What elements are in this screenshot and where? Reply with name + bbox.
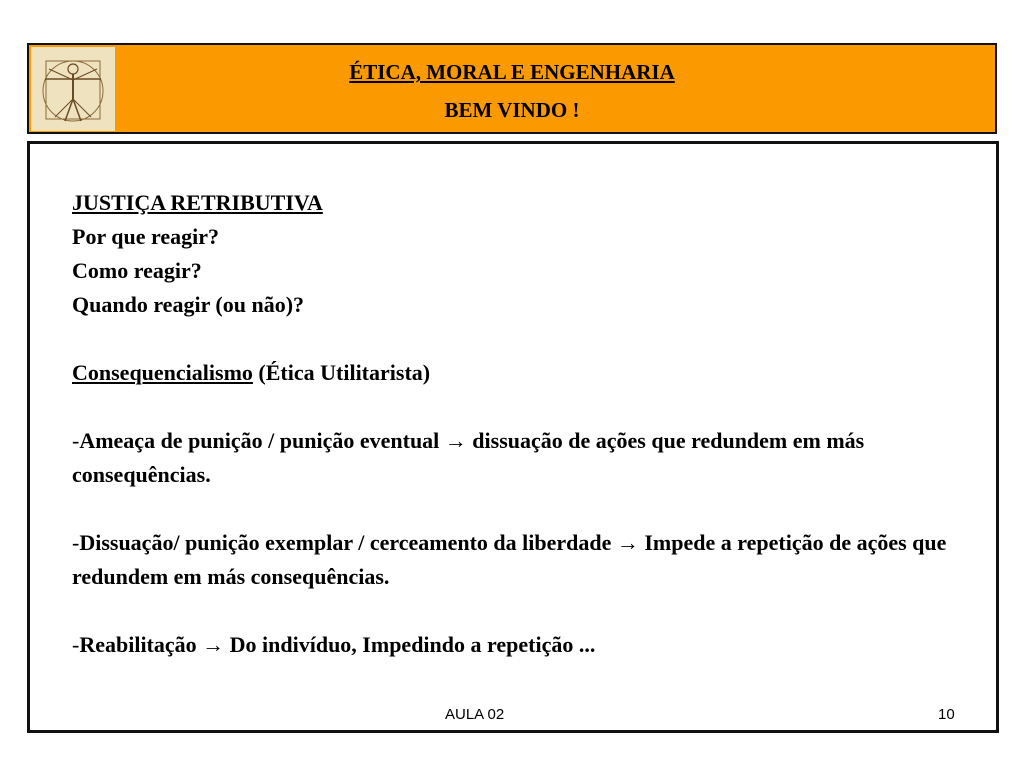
bullet-dash: - <box>72 632 80 657</box>
bullet-text: Reabilitação → Do indivíduo, Impedindo a repetição ... <box>79 632 596 657</box>
consequentialism-note: (Ética Utilitarista) <box>252 360 431 385</box>
bullet-dash: - <box>72 530 80 555</box>
bullet-3 <box>72 628 952 662</box>
question-3: Quando reagir (ou não)? <box>72 292 305 317</box>
bullet-2 <box>72 526 952 594</box>
content-panel <box>27 141 999 733</box>
consequentialism-line <box>72 356 952 390</box>
question-1: Por que reagir? <box>72 224 220 249</box>
section-heading: JUSTIÇA RETRIBUTIVA <box>72 190 323 215</box>
bullet-text: Ameaça de punição / punição eventual → dissuação de ações que redundem em más consequências. <box>72 428 865 487</box>
footer-lesson-label: AULA 02 <box>445 706 505 723</box>
bullet-dash: - <box>72 428 80 453</box>
slide-body <box>72 186 952 662</box>
question-2: Como reagir? <box>72 258 202 283</box>
slide-subtitle: BEM VINDO ! <box>444 98 580 122</box>
slide-header <box>27 43 997 134</box>
bullet-text: Dissuação/ punição exemplar / cerceamento da liberdade → Impede a repetição de ações que redundem em más consequências. <box>72 530 947 589</box>
footer-page-number: 10 <box>938 706 955 723</box>
slide-title: ÉTICA, MORAL E ENGENHARIA <box>349 60 675 84</box>
consequentialism-label: Consequencialismo <box>72 360 253 385</box>
bullet-1 <box>72 424 952 492</box>
